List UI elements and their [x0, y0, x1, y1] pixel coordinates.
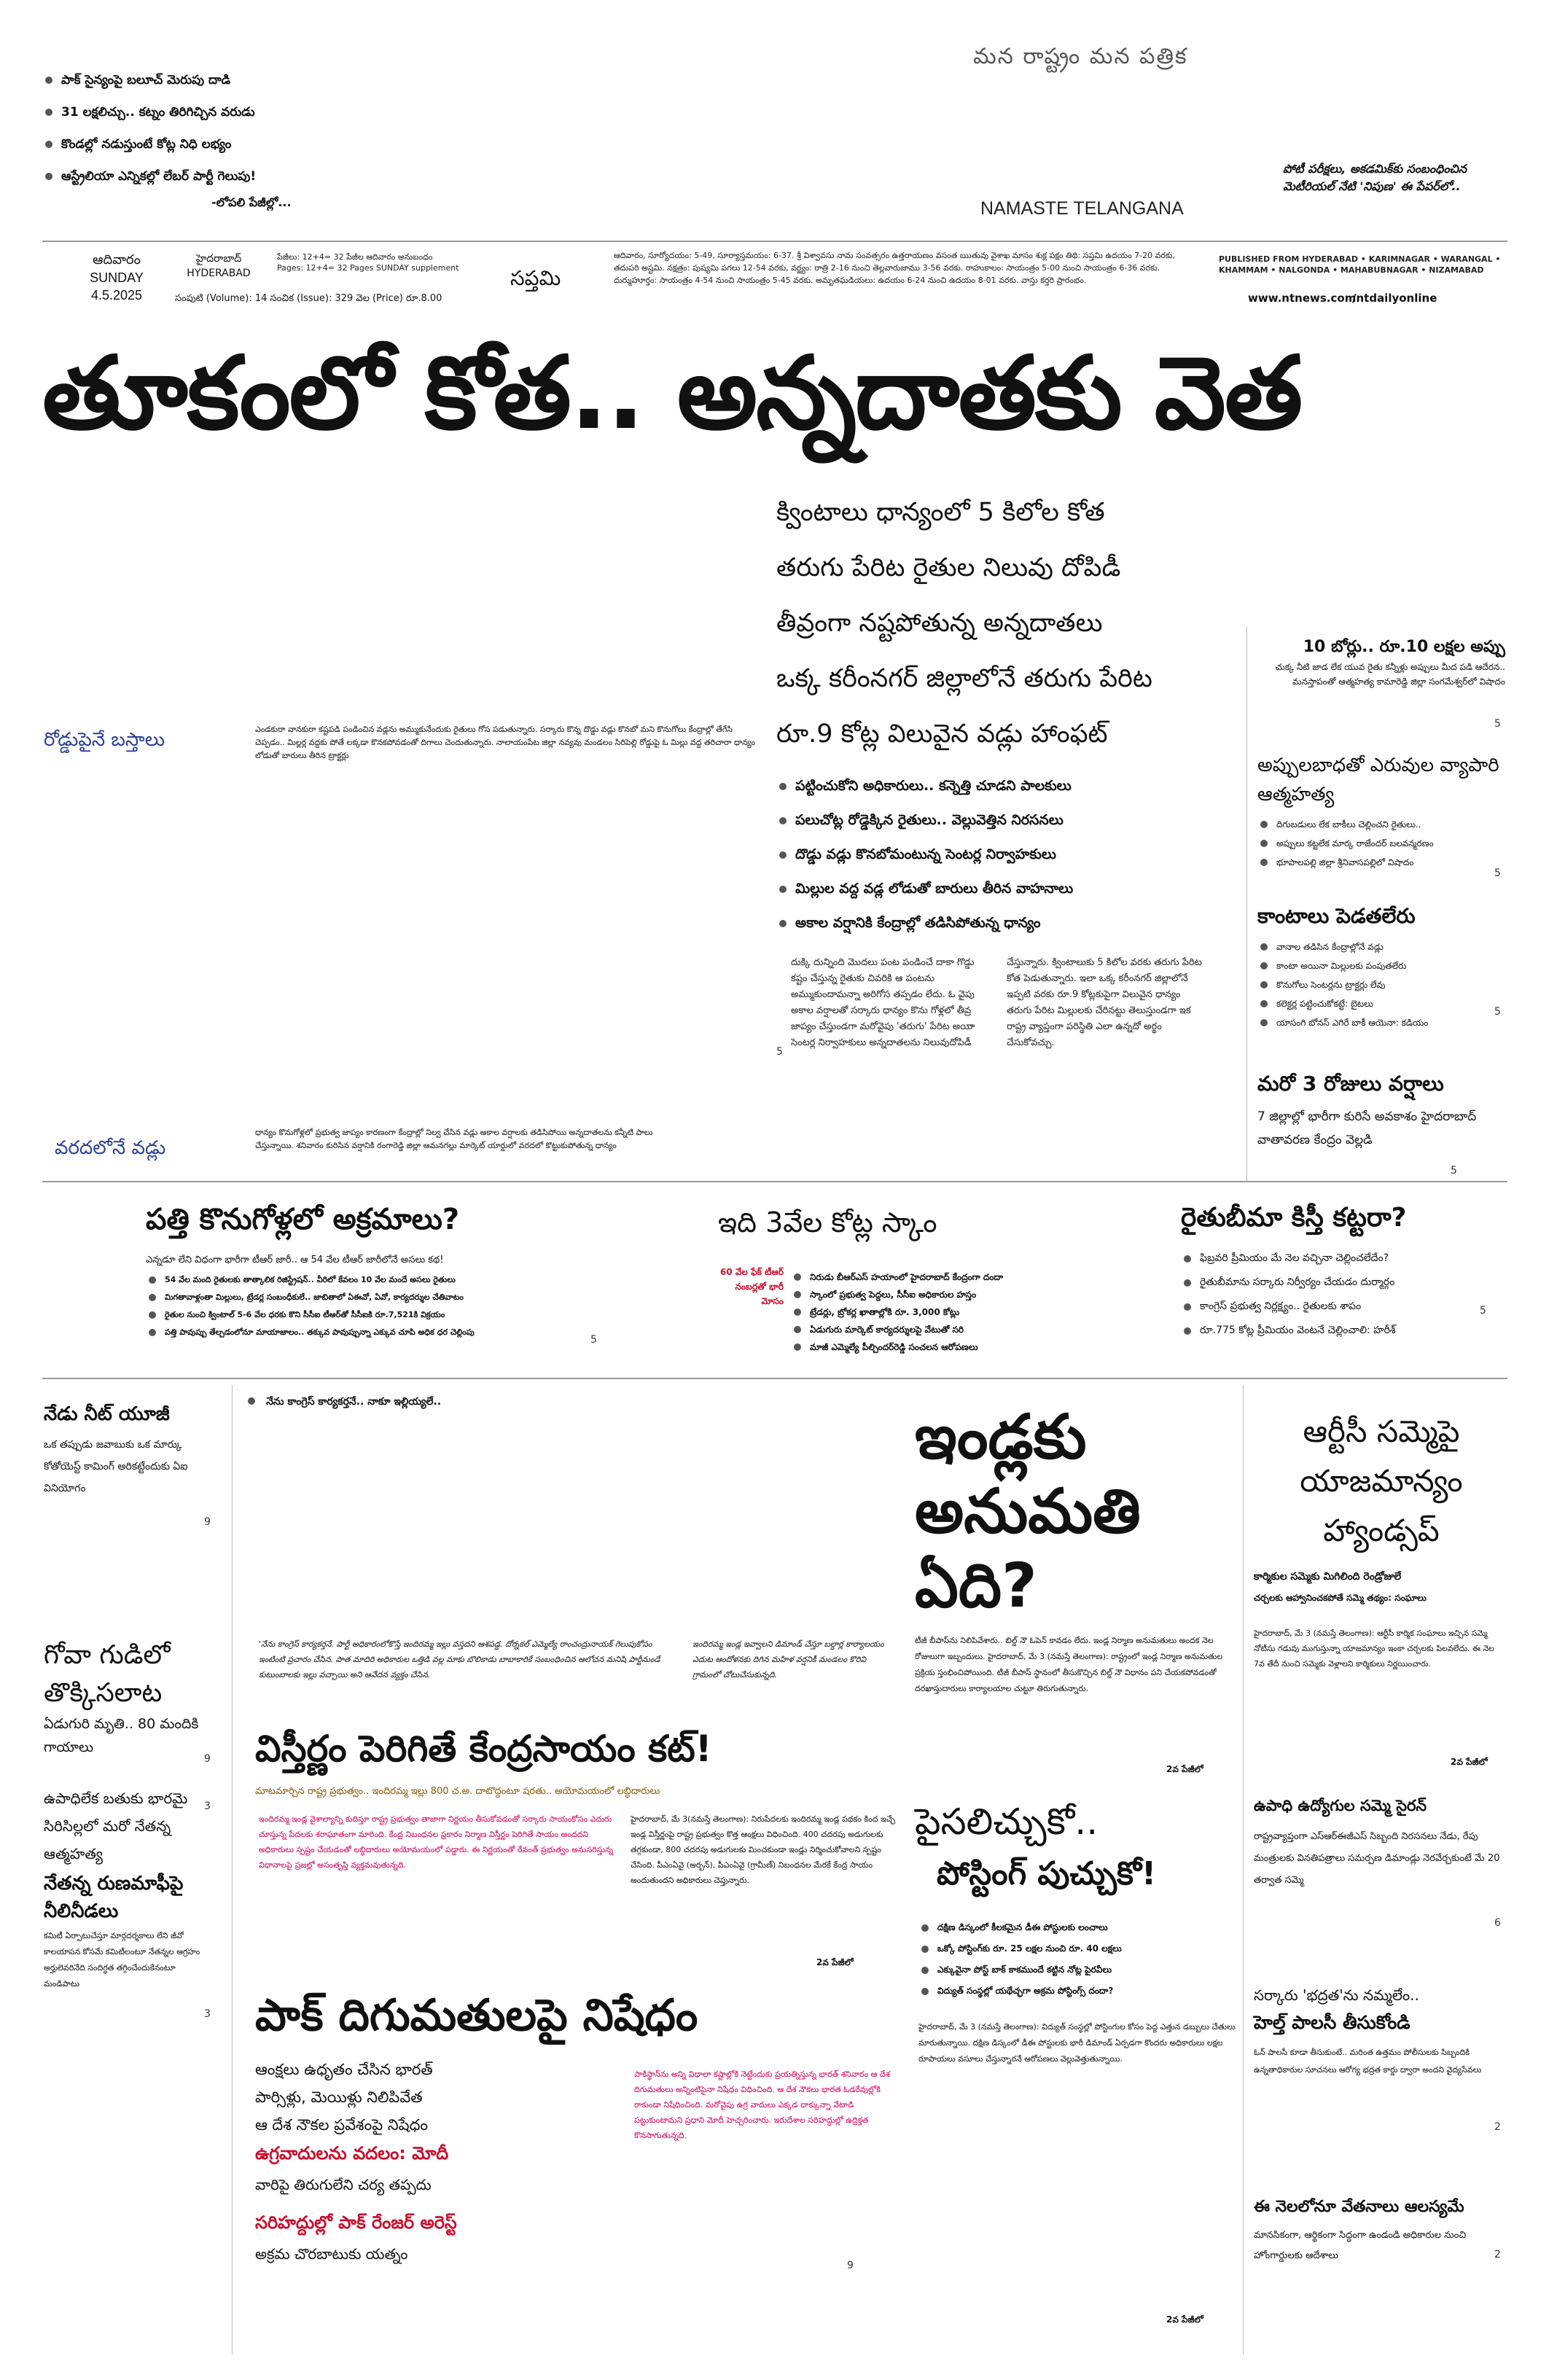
posting-headline-2[interactable]: పోస్టింగ్ పుచ్చుకో!	[937, 1855, 1157, 1892]
story-bullet: విద్యుత్ సంస్థల్లో యథేచ్ఛగా అక్రమ పోస్టింగ్స్ దందా?	[918, 1981, 1254, 2002]
story-bullet: కలెక్టర్ల పట్టించుకోకట్టే: బైటలు	[1257, 994, 1505, 1013]
scheme-pink-body: ఇందిరమ్మ ఇండ్ల వైశాల్యాన్ని కుదిస్తూ రాష్ట్ర ప్రభుత్వం తాజాగా నిర్ణయం తీసుకోవడంతో సర్కారు సాయంకోసం ఎదురు చూస్తున్న పేదలకు శరాఘాతంగా మారింది. కేంద్ర నిబంధనల ప్రకారం నిర్మాణ విస్తీర్ణం పెరిగితే సాయం అందదని అధికారులు స్పష్టం చేయడంతో లబ్ధిదారులు అయోమయంలో పడ్డారు. ఈ నిర్ణయంతో రేవంత్ ప్రభుత్వం అనుసరిస్తున్న విధానాలపై ప్రజల్లో అసంతృప్తి వ్యక్తమవుతున్నది.	[259, 1814, 614, 1870]
city-block	[175, 251, 262, 281]
posting-bullets	[918, 1917, 1254, 2002]
page-ref[interactable]: 2	[1494, 2121, 1501, 2133]
story-bullet: దిగుబడులు లేక బాకీలు చెల్లించని రైతులు..	[1257, 815, 1505, 834]
story-bullet: రైతుల నుంచి క్వింటాల్ 5-6 వేల ధరకు కొని సీసీఐ టీఆర్‌తో సీసీఐకి రూ.7,521కి విక్రయం	[146, 1306, 620, 1324]
rtc-sub: కార్మికుల సమ్మెకు మిగిలింది రెండ్రోజులే	[1254, 1571, 1402, 1583]
page-ref[interactable]: 9	[204, 1516, 211, 1528]
story-bullets	[1181, 1246, 1509, 1343]
lead-headline[interactable]: తూకంలో కోత.. అన్నదాతకు వెత	[42, 335, 1302, 452]
city-en: HYDERABAD	[187, 268, 251, 279]
story-bullet: పత్తి పావుప్పు తేల్చడంలోనూ మాయాజాలం.. తక్కువ పావుప్పున్నా ఎక్కువ చూపి అధిక ధర చెల్లింపు	[146, 1324, 620, 1341]
pak-deck	[255, 2056, 612, 2139]
teaser-item[interactable]: ఆస్ట్రేలియా ఎన్నికల్లో లేబర్ పార్టీ గెలుపు!	[42, 160, 363, 192]
story-upadhi[interactable]	[1254, 1797, 1502, 1892]
column-rule	[232, 1385, 233, 2354]
story-bullet: ఏడుగురు మార్కెట్ కార్యదర్శులపై వేటుతో సరి	[791, 1321, 1199, 1338]
story-sircilla[interactable]: ఉపాధిలేక బతుకు భారమై సిరిసిల్లలో మరో నేతన్న ఆత్మహత్య	[44, 1790, 188, 1862]
scam-side-label: 60 వేల ఫేక్ టీఆర్ నంబర్లతో భారీ మోసం	[719, 1267, 784, 1306]
story-body: ఓన్ పాలసీ కూడా తీసుకుంటే.. మరింత ఉత్తమం పోలీసులకు సిబ్బందికి ఉన్నతాధికారుల సూచనలు ఆరోగ్య భద్రత కార్డు ద్వారా అందని వైద్యసేవలు	[1254, 2048, 1482, 2075]
page-ref[interactable]: 9	[847, 2260, 854, 2271]
story-body: మానసికంగా, ఆర్థికంగా సిద్ధంగా ఉండండి అధికారుల నుంచి హోంగార్డులకు ఆదేశాలు	[1254, 2230, 1467, 2261]
deck-line: తీవ్రంగా నష్టపోతున్న అన్నదాతలు	[776, 609, 1103, 638]
pages-te: పేజీలు: 12+4= 32 పేజీల ఆదివారం అనుబంధం	[277, 252, 433, 262]
strip-text: నేను కాంగ్రెస్ కార్యకర్తనే.. నాకూ ఇల్లియ్యలే..	[266, 1396, 442, 1408]
pages-en: Pages: 12+4= 32 Pages SUNDAY supplement	[277, 263, 459, 273]
story-bullet: మాజీ ఎమ్మెల్యే పీల్చిందర్‌రెడ్డి సంచలన ఆరోపణలు	[791, 1338, 1199, 1356]
story-cotton[interactable]	[146, 1203, 620, 1341]
story-title: ఉపాధి ఉద్యోగుల సమ్మె సైరన్	[1254, 1797, 1427, 1814]
photo-caption-title: వరదలోనే వడ్లు	[55, 1137, 166, 1159]
lead-bullets	[776, 769, 1243, 940]
modi-subhead: ఉగ్రవాదులను వదలం: మోదీ	[255, 2143, 449, 2164]
teaser-item[interactable]: 31 లక్షలిచ్చు.. కట్నం తిరిగిచ్చిన వరుడు	[42, 96, 363, 128]
scheme-body: హైదరాబాద్, మే 3(నమస్తే తెలంగాణ): నిరుపేదలకు ఇందిరమ్మ ఇండ్ల పథకం కింద ఇచ్చే ఇండ్ల విస్తీర్ణంపై రాష్ట్ర ప్రభుత్వం కొత్త ఆంక్షలు విధించింది. 400 చదరపు అడుగులకు తగ్గకుండా, 800 చదరపు అడుగులకు మించకుండా ఇండ్లు నిర్మించుకోవాలని స్పష్టం చేసింది. పీఎంఏవై (అర్బన్), పీఎంఏవై (గ్రామీణ్) నిబంధనల మేరకే కేంద్ర సాయం అందుతుందని అధికారులు చెప్తున్నారు.	[631, 1814, 896, 1885]
story-headline: పత్తి కొనుగోళ్లలో అక్రమాలు?	[146, 1203, 460, 1236]
page-ref[interactable]: 6	[1494, 1917, 1501, 1929]
published-from: PUBLISHED FROM HYDERABAD • KARIMNAGAR • WARANGAL • KHAMMAM • NALGONDA • MAHABUBNAGAR • NIZAMABAD	[1219, 254, 1501, 275]
story-bullets	[1257, 937, 1505, 1032]
deck-line: పార్సిళ్లు, మెయిళ్లు నిలిపివేత	[255, 2088, 423, 2106]
issue-date: 4.5.2025	[90, 288, 143, 303]
scheme-headline[interactable]: విస్తీర్ణం పెరిగితే కేంద్రసాయం కట్!	[255, 1728, 712, 1770]
deck-line: ఆ దేశ నౌకల ప్రవేశంపై నిషేధం	[255, 2116, 429, 2134]
deck-line: ఒక్క కరీంనగర్ జిల్లాలోనే తరుగు పేరిట	[776, 664, 1152, 693]
photo-caption-text: ధాన్యం కొనుగోళ్లలో ప్రభుత్వ జాప్యం కారణంగా కేంద్రాల్లో నిల్వ చేసిన వడ్లు అకాల వర్షాలకు తడిసిపోయి అన్నదాతలను కన్నీటి పాలు చేస్తున్నాయి. శనివారం కురిసిన వర్షానికి రంగారెడ్డి జిల్లా ఆమనగల్లు మార్కెట్ యార్డులో వరదలో కొట్టుకుపోతున్న ధాన్యం	[255, 1128, 653, 1150]
page-ref[interactable]: 3	[204, 2008, 211, 2020]
slogan: మన రాష్ట్రం మన పత్రిక	[973, 44, 1188, 69]
story-bullet: నిరుడు బీఆర్‌ఎస్‌ హయాంలో హైదరాబాద్ కేంద్రంగా దందా	[791, 1268, 1199, 1286]
rtc-body: హైదరాబాద్, మే 3 (నమస్తే తెలంగాణ): ఆర్టీసీ కార్మిక సంఘాలు ఇచ్చిన సమ్మె నోటీసు గడువు ముగుస్తున్నా యాజమాన్యం ఇంకా చర్చలకు పిలవలేదు. ఈ నెల 7వ తేదీ నుంచి సమ్మెకు వెళ్లాలని కార్మికులు నిర్ణయించారు.	[1254, 1628, 1494, 1669]
story-title: ఈ నెలలోనూ వేతనాలు ఆలస్యమే	[1254, 2198, 1464, 2216]
story-bullet: ట్రేడర్లు, బ్రోకర్ల ఖాతాల్లోకి రూ. 3,000 కోట్లు	[791, 1303, 1199, 1321]
deck-line: క్వింటాలు ధాన్యంలో 5 కిలోల కోత	[776, 498, 1105, 527]
page-ref[interactable]: 9	[204, 1753, 211, 1765]
column-rule	[1243, 1385, 1244, 2354]
border-body: అక్రమ చొరబాటుకు యత్నం	[255, 2245, 408, 2263]
photo-caption-text: ఎండకురా వానకురా కష్టపడి పండించిన వడ్లను అమ్ముకునేందుకు రైతులు గోస పడుతున్నారు. సర్కారు కొన్న దొడ్డు వడ్లు కొనబో మని కొనుగోలు కేంద్రాల్లో తేగేసి చెప్పడం.. మిల్లర్ల వద్దకు పోతే లక్కడా కొనకపోవడంతో దిగాలు చెందుతున్నారు. నాలాయంపేట జిల్లా నవ్యవు మండలం సిరిపెల్లి రోడ్డుపై ఓ మిల్లు వద్ద తరిచారా ధాన్యం లోడుతో బారులు తీరిన ట్రాక్టర్లు	[255, 725, 756, 760]
header-rule	[42, 241, 1507, 242]
section-rule	[42, 1181, 1507, 1182]
story-rythubima[interactable]	[1181, 1203, 1509, 1343]
story-bhadrata[interactable]	[1254, 1986, 1502, 2079]
story-title: నేతన్న రుణమాఫీపై నీలినీడలు	[44, 1873, 184, 1922]
story-bullets	[146, 1271, 620, 1341]
house-headline[interactable]: ఇండ్లకు అనుమతి ఏది?	[915, 1401, 1141, 1621]
lead-deck	[776, 485, 1243, 762]
page-ref[interactable]: 5	[1494, 718, 1501, 730]
column-rule	[1246, 627, 1247, 1181]
story-bullet: భూపాలపల్లి జిల్లా శ్రీనివాసపల్లిలో విషాదం	[1257, 853, 1505, 872]
lead-body: దుక్కి దున్నింది మొదలు పంట పండించే దాకా గొడ్డు కష్టం చేస్తున్న రైతుకు చివరికి ఆ పంటను అమ్ముకుందామన్నా అరిగోస తప్పడం లేదు. ఓ వైపు అకాల వర్షాలతో సర్కారు ధాన్యం కొను గోళ్లలో తీవ్ర జాప్యం చేస్తుండగా మరోవైపు 'తరుగు' పేరిట అయిా సెంటర్ల నిర్వాహకులు అన్నదాతలను నిలువుదోపిడీ చేస్తున్నారు. క్వింటాలుకు 5 కిలోల వరకు తరుగు పేరిట కోత పెడుతున్నారు. ఇలా ఒక్క కరీంనగర్ జిల్లాలోనే ఇప్పటి వరకు రూ.9 కోట్లకుపైగా విలువైన ధాన్యం తరుగు పేరిట మిల్లులకు చేరినట్టు తెలుస్తుండగా ఇక రాష్ట్ర వ్యాప్తంగా పరిస్థితి ఎలా ఉన్నదో అర్థం చేసుకోవచ్చు.	[791, 957, 1202, 1048]
story-bullets	[1257, 815, 1505, 872]
deck-line: ఆంక్షలు ఉధృతం చేసిన భారత్	[255, 2061, 433, 2078]
story-headline: ఇది 3వేల కోట్ల స్కాం	[718, 1206, 937, 1238]
story-bullet: అప్పులు కట్టలేక మార్క రాజేందర్ బలవన్మరణం	[1257, 834, 1505, 853]
rtc-page-ref[interactable]: 2వ పేజీలో	[1451, 1757, 1488, 1767]
story-bullet: ఎక్కువైనా పోస్ట్ బాక్ కాకముందే కట్టిన నోట్ల పైరవీలు	[918, 1959, 1254, 1981]
story-body: 7 జిల్లాల్లో భారీగా కురిసే అవకాశం హైదరాబాద్ వాతావరణ కేంద్రం వెల్లడి	[1257, 1109, 1477, 1147]
story-bullet: మిగతావాళ్లంతా మిల్లులు, ట్రేడర్ల సంబంధీకులే.. జాబితాలో ఏఈవో, ఏవో, కార్యదర్శుల చేతివాటం	[146, 1289, 620, 1306]
story-rains[interactable]	[1257, 1072, 1505, 1152]
story-title: సర్కారు 'భద్రత'ను నమ్మలేం..	[1254, 1986, 1419, 2004]
teaser-item[interactable]: పాక్ సైన్యంపై బలూచ్ మెరుపు దాడి	[42, 64, 363, 96]
story-salary[interactable]	[1254, 2198, 1502, 2266]
congress-body-1: 'నేను కాంగ్రెస్ కార్యకర్తనే. పార్టీ అధికారంలోకొస్తే ఇందిరమ్మ ఇల్లు వస్తదని ఆశపడ్డ. దోర్నకల్ ఎమ్మెల్యే రాంచంద్రునాయక్ గెలుపుకోసం ఇంటింటి ప్రచారం చేసిన. పాత మాదిరి అధికారుల ఒత్తిడి వల్ల మాకు బొలికాడు బాబాకారికే సంబంధించిన ఆలోచన మనిషి పార్టీనుండే కుటుంబాలకు ఇల్లు వచ్చాయి అని ఆవేదన వ్యక్తం చేసిన.	[259, 1639, 660, 1679]
edition-label: సప్తమి	[510, 266, 561, 290]
congress-strip[interactable]	[248, 1394, 904, 1410]
story-title-2: హెల్త్ పాలసీ తీసుకోండి	[1254, 2012, 1410, 2033]
story-borewells[interactable]	[1257, 638, 1505, 689]
story-body: ఏడుగురి మృతి.. 80 మందికి గాయాలు	[44, 1716, 199, 1755]
section-rule	[42, 1378, 1507, 1379]
story-bullet: కాంటా అయినా మిల్లులకు పంపుతలేరు	[1257, 956, 1505, 975]
story-runamafi[interactable]	[44, 1870, 211, 1992]
page-ref[interactable]: 5	[1494, 867, 1501, 879]
page-ref[interactable]: 5	[1480, 1305, 1486, 1316]
page-ref[interactable]: 3	[204, 1800, 211, 1812]
promo-box[interactable]: పోటీ పరీక్షలు, అకడమిక్‌కు సంబంధించిన మెటీరియల్ నేటి 'నిపుణ' ఈ పేపర్‌లో..	[1283, 162, 1467, 193]
rtc-headline[interactable]: ఆర్టీసీ సమ్మెపై యాజమాన్యం హ్యాండ్సప్	[1300, 1413, 1463, 1548]
city-te: హైదరాబాద్	[195, 253, 242, 265]
house-page-ref[interactable]: 2వ పేజీలో	[1166, 1764, 1203, 1774]
story-bullet: కాంగ్రెస్ ప్రభుత్వ నిర్లక్ష్యం.. రైతులకు శాపం	[1181, 1295, 1509, 1319]
pak-headline[interactable]: పాక్ దిగుమతులపై నిషేధం	[255, 1990, 698, 2041]
lead-bullet: దొడ్డు వడ్లు కొనబోమంటున్న సెంటర్ల నిర్వాహకులు	[776, 838, 1243, 872]
story-bullet: యాసంగి బోనస్ ఎగిరే బాకీ ఆయెనా: కడియం	[1257, 1013, 1505, 1032]
story-title: 10 బోర్లు.. రూ.10 లక్షల అప్పు	[1303, 638, 1505, 656]
lead-bullet: అకాల వర్షానికి కేంద్రాల్లో తడిసిపోతున్న ధాన్యం	[776, 906, 1243, 940]
scheme-page-ref[interactable]: 2వ పేజీలో	[816, 1957, 854, 1967]
story-scam[interactable]	[718, 1206, 1155, 1246]
scam-bullets	[791, 1268, 1199, 1356]
teasers-more-label: -లోపలి పేజీల్లో...	[211, 195, 292, 209]
bullet-dot	[248, 1397, 255, 1405]
story-title: కాంటాలు పెడతలేరు	[1257, 904, 1416, 928]
story-body: ఒక తప్పుడు జవాబుకు ఒక మార్కు కోతోయెస్ట్ కామింగ్ అరికట్టేందుకు ఏఐ వినియోగం	[44, 1439, 188, 1494]
story-sub: ఎన్నడూ లేని విధంగా భారీగా టీఆర్ జారీ.. ఆ 54 వేల టీఆర్ జారీలోనే అసలు కథ!	[146, 1255, 444, 1265]
social-handle[interactable]: /ntdailyonline	[1352, 292, 1437, 305]
story-bullet: దక్షిణ డిస్కంలో కీలకమైన డీఈ పోస్టులకు లంచాలు	[918, 1917, 1254, 1938]
teaser-list	[42, 64, 363, 192]
page-ref[interactable]: 5	[1451, 1165, 1457, 1177]
story-headline: రైతుబీమా కిస్తీ కట్టరా?	[1181, 1203, 1407, 1233]
page-ref[interactable]: 5	[590, 1334, 597, 1346]
story-bullet: వానాల తడిసిన కేంద్రాల్లోనే వడ్లు	[1257, 937, 1505, 956]
story-bullet: ఒక్కో పోస్టింగ్‌కు రూ. 25 లక్షల నుంచి రూ. 40 లక్షలు	[918, 1938, 1254, 1959]
pages-info	[277, 251, 488, 273]
congress-body-2: ఇందిరమ్మ ఇండ్ల ఇవ్వాలని డిమాండ్ చేస్తూ బల్దార్ల కార్యాలయం ఎదుట ఆందోళనకు దిగిన మహిళ వర్షనికీ మండలం కొరివి గ్రామంలో చోటుచేసుకున్నది.	[692, 1639, 884, 1679]
story-neet[interactable]	[44, 1403, 219, 1499]
story-bullet: రూ.775 కోట్ల ప్రీమియం వెంటనే చెల్లించాలి: హరీశ్	[1181, 1319, 1509, 1343]
story-title: నేడు నీట్ యూజీ	[44, 1403, 170, 1425]
day-te: ఆదివారం	[93, 252, 141, 268]
story-kantalu[interactable]	[1257, 904, 1505, 1032]
lead-bullet: పలుచోట్ల రోడ్డెక్కిన రైతులు.. వెల్లువెత్తిన నిరసనలు	[776, 803, 1243, 838]
rtc-sub2: చర్చలకు ఆహ్వానించకపోతే సమ్మె తథ్యం: సంఘాలు	[1254, 1593, 1427, 1603]
story-body: కమిటీ ఏర్పాటుచేస్తూ మార్గదర్శకాలు లేని జీవో కాలయాపన కోసమే కమిటీలంటూ నేతన్నల ఆగ్రహం అర్హులెవరినేది సందిగ్ధత తగ్గించేందుకేనంటూ మండిపాటు	[44, 1931, 200, 1989]
story-bullet: 54 వేల మంది రైతులకు తాత్కాలిక రిజిస్ట్రేషన్.. వీరిలో కేవలం 10 వేల మందే అసలు రైతులు	[146, 1271, 620, 1289]
date-block	[73, 251, 160, 304]
border-subhead: సరిహద్దుల్లో పాక్ రేంజర్ అరెస్ట్	[255, 2212, 457, 2233]
story-bullet: స్కాంలో ప్రభుత్వ పెద్దలు, సీసీఐ అధికారుల హస్తం	[791, 1286, 1199, 1303]
story-title: గోవా గుడిలో తొక్కిసలాట	[44, 1640, 171, 1708]
house-body: టీజీ బీపాస్‌ను నిలిపివేశారు.. బిల్డ్ నౌ ఓపెన్ కావడం లేదు. ఇండ్ల నిర్మాణ అనుమతులు అందక నెల రోజులుగా ఇబ్బందులు. హైదరాబాద్, మే 3 (నమస్తే తెలంగాణ): రాష్ట్రంలో ఇండ్ల నిర్మాణ అనుమతుల ప్రక్రియ స్తంభించిపోయింది. టీజీ బీపాస్ స్థానంలో తీసుకొచ్చిన బిల్డ్ నౌ విధానం పని చేయకపోవడంతో దరఖాస్తుదారులు కార్యాలయాల చుట్టూ తిరుగుతున్నారు.	[915, 1636, 1223, 1693]
page-ref[interactable]: 5	[1494, 1006, 1501, 1018]
pak-pink-body: పాకిస్థాన్‌ను అన్ని విధాలా కష్టాల్లోకి నెట్టేందుకు ప్రయత్నిస్తున్న భారత్ శనివారం ఆ దేశ దిగుమతులు అన్నింటిపైనా నిషేధం విధించింది. ఆ దేశ నౌకలు భారత ఓడరేవుల్లోకి రాకుండా నిషేధించింది. మరోవైపు ఉగ్ర వాదులు ఎక్కడ దాక్కున్నా వేటాడి పట్టుకుంటామని ప్రధాని మోదీ హెచ్చరించారు. ఇరుదేశాల సరిహద్దుల్లో ఉద్రిక్తత కొనసాగుతున్నది.	[634, 2069, 890, 2140]
story-goa[interactable]	[44, 1636, 219, 1759]
story-bullet: రైతుబీమాను సర్కారు నిర్వీర్యం చేయడం దుర్మార్గం	[1181, 1271, 1509, 1295]
scheme-sub: మాటమార్చిన రాష్ట్ర ప్రభుత్వం.. ఇందిరమ్మ ఇల్లు 800 చ.అ. దాటొద్దంటూ షరతు.. అయోమయంలో లబ్ధిదారులు	[255, 1786, 660, 1797]
posting-body: హైదరాబాద్, మే 3 (నమస్తే తెలంగాణ): విద్యుత్ సంస్థల్లో పోస్టింగుల కోసం పెద్ద ఎత్తున డబ్బులు చేతులు మారుతున్నాయి. దక్షిణ డిస్కంలో డీఈ పోస్టులకు భారీ డిమాండ్ ఏర్పడగా కొందరు అధికారులు లక్షల రూపాయలు వసూలు చేస్తున్నారనే ఆరోపణలు వెల్లువెత్తుతున్నాయి.	[918, 2022, 1236, 2064]
story-bullet: కొనుగోలు సెంటర్లను ట్రాక్టర్లు లేవు	[1257, 975, 1505, 994]
panchangam: ఆదివారం, సూర్యోదయం: 5-49, సూర్యాస్తమయం: 6-37. శ్రీ విశ్వావసు నామ సంవత్సరం ఉత్తరాయణం వసంత ఋతువు వైశాఖ మాసం శుక్ల పక్షం తిథి: సప్తమి ఉదయం 7-20 వరకు, తదుపరి అష్టమి. నక్షత్రం: పుష్యమి పగలు 12-54 వరకు, వర్జ్యం: రాత్రి 2-16 నుంచి తెల్లవారుజాము 3-56 వరకు. రాహుకాలం: సాయంత్రం 5-00 నుంచి సాయంత్రం 6-36 వరకు. దుర్ముహూర్తం: సాయంత్రం 4-54 నుంచి సాయంత్రం 5-45 వరకు. అమృతఘడియలు: ఉదయం 6-24 నుంచి ఉదయం 8-01 వరకు. వాస్తు కర్తరి ప్రారంభం.	[614, 251, 1175, 285]
deck-line: రూ.9 కోట్ల విలువైన వడ్లు హాంఫట్	[776, 719, 1108, 749]
story-body: రాష్ట్రవ్యాప్తంగా ఎస్‌ఆర్‌ఈజీఎస్ సిబ్బంది నిరసనలు నేడు, రేపు మంత్రులకు వినతిపత్రాలు సమర్పణ డిమాండ్లు నెరవేర్చకుంటే మే 20 తర్వాత సమ్మె	[1254, 1831, 1500, 1886]
teaser-item[interactable]: కొండల్లో నడుస్తుంటే కోట్ల నిధి లభ్యం	[42, 128, 363, 160]
lead-bullet: మిల్లుల వద్ద వడ్ల లోడుతో బారులు తీరిన వాహనాలు	[776, 872, 1243, 906]
story-title: మరో 3 రోజులు వర్షాలు	[1257, 1072, 1444, 1096]
story-bullet: ఫిబ్రవరి ప్రీమియం మే నెల వచ్చినా చెల్లించలేదేం?	[1181, 1246, 1509, 1271]
website-link[interactable]: www.ntnews.com	[1248, 292, 1357, 305]
story-title: అప్పులబాధతో ఎరువుల వ్యాపారి ఆత్మహత్య	[1257, 754, 1499, 805]
lead-bullet: పట్టించుకోని అధికారులు.. కన్నెత్తి చూడని పాలకులు	[776, 769, 1243, 803]
volume-issue-price: సంపుటి (Volume): 14 సంచిక (Issue): 329 వెల (Price) రూ.8.00	[175, 293, 442, 304]
photo-caption-title: రోడ్డుపైనే బస్తాలు	[44, 729, 165, 751]
story-body: చుక్క నీటి జాడ లేక యువ రైతు కన్నీళ్లు అప్పులు మీద పడి ఆదేరన.. మనస్తాపంతో ఆత్మహత్య కామారెడ్డి జిల్లా సంగమేశ్వర్‌లో విషాదం	[1275, 662, 1505, 687]
day-en: SUNDAY	[90, 270, 144, 285]
story-fertilizer[interactable]	[1257, 751, 1505, 872]
posting-headline-1[interactable]: పైసలిచ్చుకో..	[915, 1800, 1099, 1843]
posting-page-ref[interactable]: 2వ పేజీలో	[1166, 2314, 1203, 2325]
lead-page-ref[interactable]: 5	[776, 1046, 783, 1058]
deck-line: తరుగు పేరిట రైతుల నిలువు దోపిడీ	[776, 553, 1121, 582]
brand-name: NAMASTE TELANGANA	[980, 198, 1184, 219]
page-ref[interactable]: 2	[1494, 2249, 1501, 2260]
modi-body: వారిపై తిరుగులేని చర్య తప్పదు	[255, 2176, 432, 2193]
